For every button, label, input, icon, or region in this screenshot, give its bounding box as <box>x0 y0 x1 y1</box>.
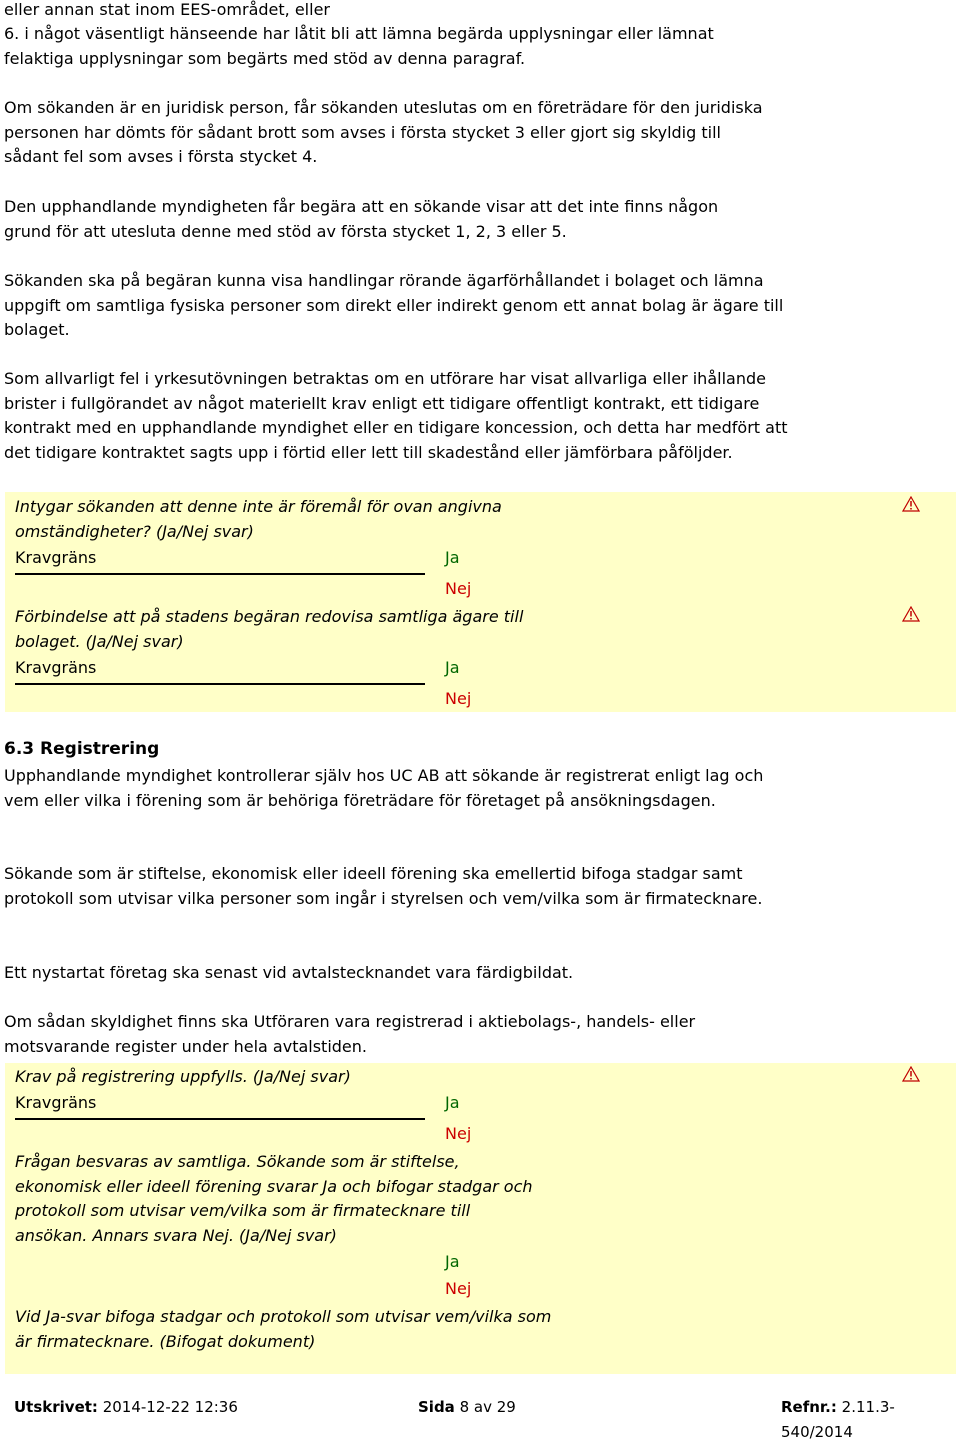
answer-no[interactable]: Nej <box>445 689 472 708</box>
paragraph: Ett nystartat företag ska senast vid avtalstecknandet vara färdigbildat. <box>4 963 574 982</box>
list-item-6: 6. i något väsentligt hänseende har låtit bli att lämna begärda upplysningar eller lämnat felaktiga upplysningar som begärts med stöd av denna paragraf. <box>4 24 714 68</box>
answer-yes[interactable]: Ja <box>445 1093 460 1112</box>
ref-label: Refnr.: <box>781 1398 837 1416</box>
question-box <box>5 1063 956 1374</box>
requirement-label: Kravgräns <box>15 548 97 567</box>
question-text: Frågan besvaras av samtliga. Sökande som är stiftelse, ekonomisk eller ideell förening svarar Ja och bifogar stadgar och protokoll som utvisar vem/vilka som är firmatecknare till ansökan. Annars svara Nej. (Ja/Nej svar) <box>15 1152 533 1245</box>
answer-yes[interactable]: Ja <box>445 548 460 567</box>
question-text: Krav på registrering uppfylls. (Ja/Nej svar) <box>15 1067 351 1086</box>
requirement-line <box>15 1118 425 1120</box>
answer-no[interactable]: Nej <box>445 1279 472 1298</box>
footer-page <box>418 1395 516 1420</box>
warning-icon <box>902 1066 920 1082</box>
paragraph: Den upphandlande myndigheten får begära att en sökande visar att det inte finns någon grund för att utesluta denne med stöd av första stycket 1, 2, 3 eller 5. <box>4 197 719 241</box>
answer-no[interactable]: Nej <box>445 579 472 598</box>
requirement-line <box>15 683 425 685</box>
answer-no[interactable]: Nej <box>445 1124 472 1143</box>
paragraph: Om sådan skyldighet finns ska Utföraren vara registrerad i aktiebolags-, handels- eller motsvarande register under hela avtalstiden. <box>4 1012 696 1056</box>
paragraph: Sökanden ska på begäran kunna visa handlingar rörande ägarförhållandet i bolaget och lämna uppgift om samtliga fysiska personer som direkt eller indirekt genom ett annat bolag är ägare till bolaget. <box>4 271 784 339</box>
page-value: 8 av 29 <box>459 1398 516 1416</box>
answer-yes[interactable]: Ja <box>445 658 460 677</box>
requirement-label: Kravgräns <box>15 1093 97 1112</box>
question-text: Vid Ja-svar bifoga stadgar och protokoll som utvisar vem/vilka som är firmatecknare. (Bifogat dokument) <box>15 1307 552 1351</box>
footer-ref <box>781 1395 960 1444</box>
paragraph: Om sökanden är en juridisk person, får sökanden uteslutas om en företrädare för den juridiska personen har dömts för sådant brott som avses i första stycket 3 eller gjort sig skyldig till sådant fel som avses i första stycket 4. <box>4 98 763 166</box>
footer-printed <box>14 1395 238 1420</box>
printed-value: 2014-12-22 12:36 <box>102 1398 238 1416</box>
paragraph: Som allvarligt fel i yrkesutövningen betraktas om en utförare har visat allvarliga eller ihållande brister i fullgörandet av något materiellt krav enligt ett tidigare offentligt kontrakt, ett tidigare kontrakt med en upphandlande myndighet eller en tidigare koncession, och detta har medfört att det tidigare kontraktet sagts upp i förtid eller lett till skadestånd eller jämförbara påföljder. <box>4 369 788 462</box>
warning-icon <box>902 496 920 512</box>
requirement-label: Kravgräns <box>15 658 97 677</box>
ref-value: 2.11.3-540/2014 <box>781 1398 895 1441</box>
question-text: Intygar sökanden att denne inte är föremål för ovan angivna omständigheter? (Ja/Nej svar) <box>15 497 502 541</box>
answer-yes[interactable]: Ja <box>445 1252 460 1271</box>
question-box <box>5 492 956 712</box>
page-label: Sida <box>418 1398 455 1416</box>
question-text: Förbindelse att på stadens begäran redovisa samtliga ägare till bolaget. (Ja/Nej svar) <box>15 607 524 651</box>
list-item-continued: eller annan stat inom EES-området, eller <box>4 0 330 19</box>
paragraph: Upphandlande myndighet kontrollerar själv hos UC AB att sökande är registrerat enligt lag och vem eller vilka i förening som är behöriga företrädare för företaget på ansökningsdagen. <box>4 766 764 810</box>
paragraph: Sökande som är stiftelse, ekonomisk eller ideell förening ska emellertid bifoga stadgar samt protokoll som utvisar vilka personer som ingår i styrelsen och vem/vilka som är firmatecknare. <box>4 864 763 908</box>
printed-label: Utskrivet: <box>14 1398 98 1416</box>
section-heading: 6.3 Registrering <box>4 739 160 759</box>
warning-icon <box>902 606 920 622</box>
requirement-line <box>15 573 425 575</box>
